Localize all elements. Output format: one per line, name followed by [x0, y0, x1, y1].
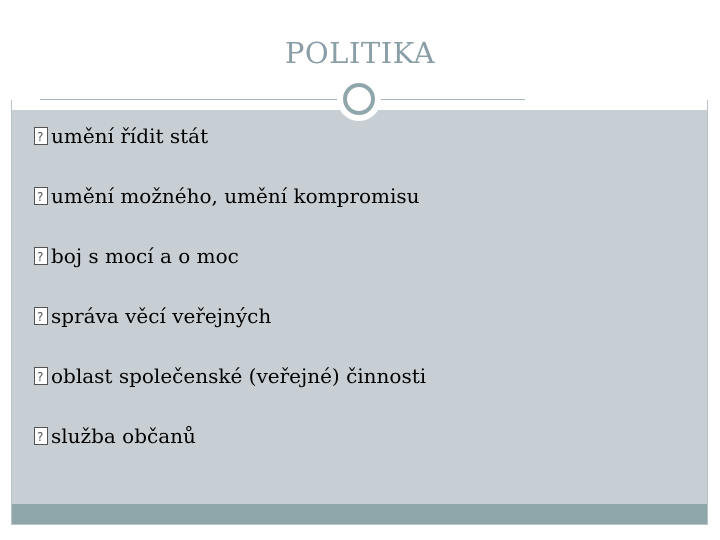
- bullet-item: [34, 124, 208, 148]
- bullet-text: služba občanů: [51, 424, 196, 448]
- slide-title: POLITIKA: [284, 36, 436, 70]
- bullet-text: boj s mocí a o moc: [51, 244, 239, 268]
- title-divider: [40, 99, 525, 100]
- bullet-item: [34, 424, 196, 448]
- bullet-text: umění možného, umění kompromisu: [51, 184, 420, 208]
- bullet-item: [34, 364, 426, 388]
- bullet-item: [34, 304, 271, 328]
- bullet-text: oblast společenské (veřejné) činnosti: [51, 364, 427, 388]
- bullet-text: umění řídit stát: [51, 124, 209, 148]
- bullet-item: [34, 244, 239, 268]
- bullet-text: správa věcí veřejných: [51, 304, 272, 328]
- missing-glyph-icon: [34, 427, 48, 445]
- missing-glyph-icon: [34, 127, 48, 145]
- footer-bar: [12, 504, 707, 524]
- bullet-item: [34, 184, 420, 208]
- missing-glyph-icon: [34, 187, 48, 205]
- missing-glyph-icon: [34, 307, 48, 325]
- circle-ring-icon: [343, 83, 375, 115]
- missing-glyph-icon: [34, 367, 48, 385]
- missing-glyph-icon: [34, 247, 48, 265]
